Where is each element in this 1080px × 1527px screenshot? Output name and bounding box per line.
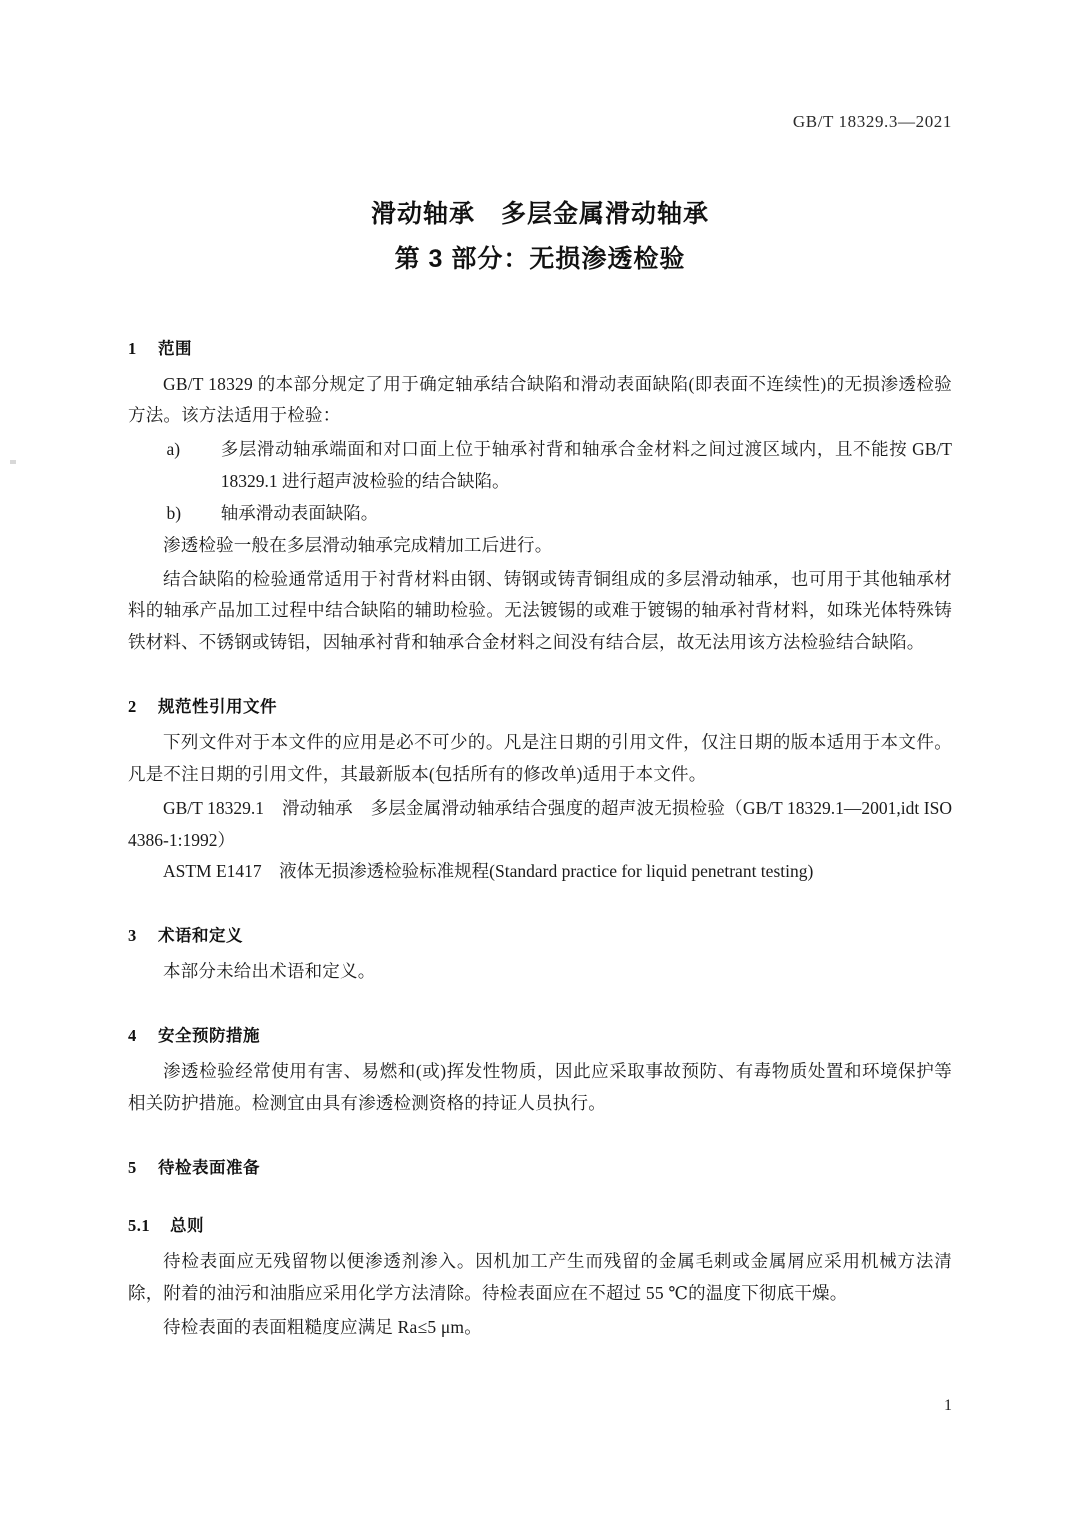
page-number: 1 bbox=[944, 1397, 952, 1414]
section-2-paragraph-1: 下列文件对于本文件的应用是必不可少的。凡是注日期的引用文件，仅注日期的版本适用于本文件。凡是不注日期的引用文件，其最新版本(包括所有的修改单)适用于本文件。 bbox=[128, 732, 952, 784]
list-item-text: 多层滑动轴承端面和对口面上位于轴承衬背和轴承合金材料之间过渡区域内，且不能按 GB/T 18329.1 进行超声波检验的结合缺陷。 bbox=[220, 439, 952, 492]
section-number-2: 2 bbox=[128, 697, 137, 717]
section-title-3: 术语和定义 bbox=[158, 927, 243, 946]
subsection-5-1-paragraph-1: 待检表面应无残留物以便渗透剂渗入。因机加工产生而残留的金属毛刺或金属屑应采用机械方法清除，附着的油污和油脂应采用化学方法清除。待检表面应在不超过 55 ℃的温度下彻底干燥。 bbox=[128, 1250, 952, 1303]
section-title-4: 安全预防措施 bbox=[158, 1027, 260, 1046]
section-3-paragraph-1: 本部分未给出术语和定义。 bbox=[163, 961, 376, 982]
document-title bbox=[128, 195, 952, 279]
list-item-text: 轴承滑动表面缺陷。 bbox=[220, 502, 379, 523]
section-1-paragraph-2: 渗透检验一般在多层滑动轴承完成精加工后进行。 bbox=[163, 534, 553, 555]
page-edge-mark bbox=[10, 460, 16, 464]
list-item bbox=[167, 434, 953, 498]
section-heading-3 bbox=[128, 922, 952, 946]
subsection-title-5-1: 总则 bbox=[170, 1216, 204, 1235]
section-1-paragraph-3: 结合缺陷的检验通常适用于衬背材料由钢、铸钢或铸青铜组成的多层滑动轴承，也可用于其他轴承材料的轴承产品加工过程中结合缺陷的辅助检验。无法镀锡的或难于镀锡的轴承衬背材料，如珠光体特殊铸铁材料、不锈钢或铸铝，因轴承衬背和轴承合金材料之间没有结合层，故无法用该方法检验结合缺陷。 bbox=[128, 568, 952, 653]
document-title-line2: 第 3 部分：无损渗透检验 bbox=[394, 244, 686, 273]
section-heading-2 bbox=[128, 693, 952, 717]
list-item bbox=[167, 498, 953, 530]
section-number-3: 3 bbox=[128, 926, 137, 946]
page-header-standard-number: GB/T 18329.3—2021 bbox=[792, 112, 952, 131]
list-item-marker: b) bbox=[166, 502, 182, 523]
section-title-2: 规范性引用文件 bbox=[158, 698, 277, 717]
section-number-5: 5 bbox=[128, 1157, 137, 1177]
section-4-paragraph-1: 渗透检验经常使用有害、易燃和(或)挥发性物质，因此应采取事故预防、有毒物质处置和环境保护等相关防护措施。检测宜由具有渗透检测资格的持证人员执行。 bbox=[128, 1061, 952, 1113]
normative-reference-item: GB/T 18329.1 滑动轴承 多层金属滑动轴承结合强度的超声波无损检验（GB/T 18329.1—2001,idt ISO 4386-1:1992） bbox=[128, 797, 952, 850]
section-1-paragraph-1: GB/T 18329 的本部分规定了用于确定轴承结合缺陷和滑动表面缺陷(即表面不连续性)的无损渗透检验方法。该方法适用于检验： bbox=[128, 373, 952, 426]
list-item-marker: a) bbox=[166, 439, 181, 460]
subsection-5-1-paragraph-2: 待检表面的表面粗糙度应满足 Ra≤5 μm。 bbox=[163, 1316, 482, 1337]
page-content bbox=[128, 195, 952, 1345]
section-number-4: 4 bbox=[128, 1026, 137, 1046]
subsection-number-5-1: 5.1 bbox=[128, 1215, 151, 1235]
section-heading-5 bbox=[128, 1154, 952, 1178]
section-title-1: 范围 bbox=[158, 339, 192, 358]
section-heading-1 bbox=[128, 335, 952, 359]
section-title-5: 待检表面准备 bbox=[158, 1158, 260, 1177]
normative-reference-item: ASTM E1417 液体无损渗透检验标准规程(Standard practice for liquid penetrant testing) bbox=[163, 861, 814, 882]
subsection-heading-5-1 bbox=[128, 1212, 952, 1236]
section-heading-4 bbox=[128, 1022, 952, 1046]
document-title-line1: 滑动轴承 多层金属滑动轴承 bbox=[370, 200, 709, 228]
section-number-1: 1 bbox=[128, 338, 137, 358]
